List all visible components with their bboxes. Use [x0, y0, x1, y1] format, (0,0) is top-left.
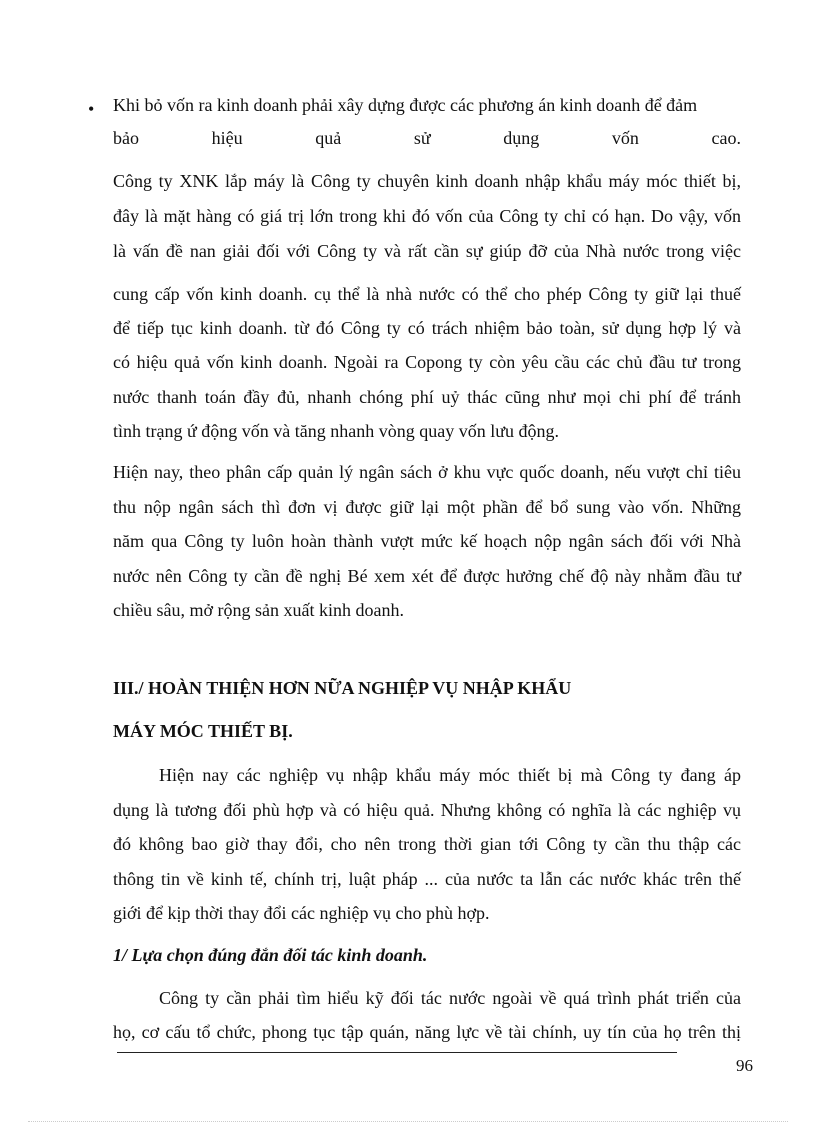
paragraph-1-line: cung cấp vốn kinh doanh. cụ thể là nhà nước có thể cho phép Công ty giữ lại thuế [113, 284, 741, 304]
paragraph-1-line: có hiệu quả vốn kinh doanh. Ngoài ra Copong ty còn yêu cầu các chủ đầu tư trong [113, 352, 741, 372]
paragraph-4-line: họ, cơ cấu tổ chức, phong tục tập quán, năng lực về tài chính, uy tín của họ trên thị [113, 1022, 741, 1042]
paragraph-1-line: nước thanh toán đầy đủ, nhanh chóng phí uỷ thác cũng như mọi chi phí để tránh [113, 387, 741, 407]
paragraph-4-line: Công ty cần phải tìm hiểu kỹ đối tác nước ngoài về quá trình phát triển của [159, 988, 741, 1008]
paragraph-1-line: để tiếp tục kinh doanh. từ đó Công ty có trách nhiệm bảo toàn, sử dụng hợp lý và [113, 318, 741, 338]
subsection-heading: 1/ Lựa chọn đúng đắn đối tác kinh doanh. [113, 945, 428, 965]
paragraph-1-line: đây là mặt hàng có giá trị lớn trong khi đó vốn của Công ty chỉ có hạn. Do vậy, vốn [113, 206, 741, 226]
section-heading-line-1: III./ HOÀN THIỆN HƠN NỮA NGHIỆP VỤ NHẬP KHẨU [113, 678, 572, 698]
paragraph-1-line: Công ty XNK lắp máy là Công ty chuyên kinh doanh nhập khẩu máy móc thiết bị, [113, 171, 741, 191]
paragraph-1-line: tình trạng ứ động vốn và tăng nhanh vòng quay vốn lưu động. [113, 421, 559, 441]
paragraph-3-line: đó không bao giờ thay đổi, cho nên trong thời gian tới Công ty cần thu thập các [113, 834, 741, 854]
paragraph-3-line: thông tin về kinh tế, chính trị, luật pháp ... của nước ta lẫn các nước khác trên thế [113, 869, 741, 889]
paragraph-2-line: chiều sâu, mở rộng sản xuất kinh doanh. [113, 600, 404, 620]
bullet-line-1: Khi bỏ vốn ra kinh doanh phải xây dựng được các phương án kinh doanh để đảm [113, 95, 698, 115]
bullet-icon: • [88, 99, 95, 119]
paragraph-2-line: Hiện nay, theo phân cấp quản lý ngân sách ở khu vực quốc doanh, nếu vượt chỉ tiêu [113, 462, 741, 482]
page-edge-divider [28, 1121, 788, 1122]
paragraph-2-line: năm qua Công ty luôn hoàn thành vượt mức kế hoạch nộp ngân sách đối với Nhà [113, 531, 741, 551]
bullet-line-2: bảo hiệu quả sử dụng vốn cao. [113, 128, 741, 148]
paragraph-1-line: là vấn đề nan giải đối với Công ty và rất cần sự giúp đỡ của Nhà nước trong việc [113, 241, 741, 261]
page-number: 96 [736, 1056, 753, 1075]
paragraph-2-line: nước nên Công ty cần đề nghị Bé xem xét để được hưởng chế độ này nhằm đầu tư [113, 566, 741, 586]
paragraph-2-line: thu nộp ngân sách thì đơn vị được giữ lại một phần để bổ sung vào vốn. Những [113, 497, 741, 517]
paragraph-3-line: Hiện nay các nghiệp vụ nhập khẩu máy móc thiết bị mà Công ty đang áp [159, 765, 741, 785]
paragraph-3-line: dụng là tương đối phù hợp và có hiệu quả. Nhưng không có nghĩa là các nghiệp vụ [113, 800, 741, 820]
paragraph-3-line: giới để kịp thời thay đổi các nghiệp vụ cho phù hợp. [113, 903, 490, 923]
footer-divider [117, 1052, 677, 1053]
section-heading-line-2: MÁY MÓC THIẾT BỊ. [113, 721, 293, 741]
